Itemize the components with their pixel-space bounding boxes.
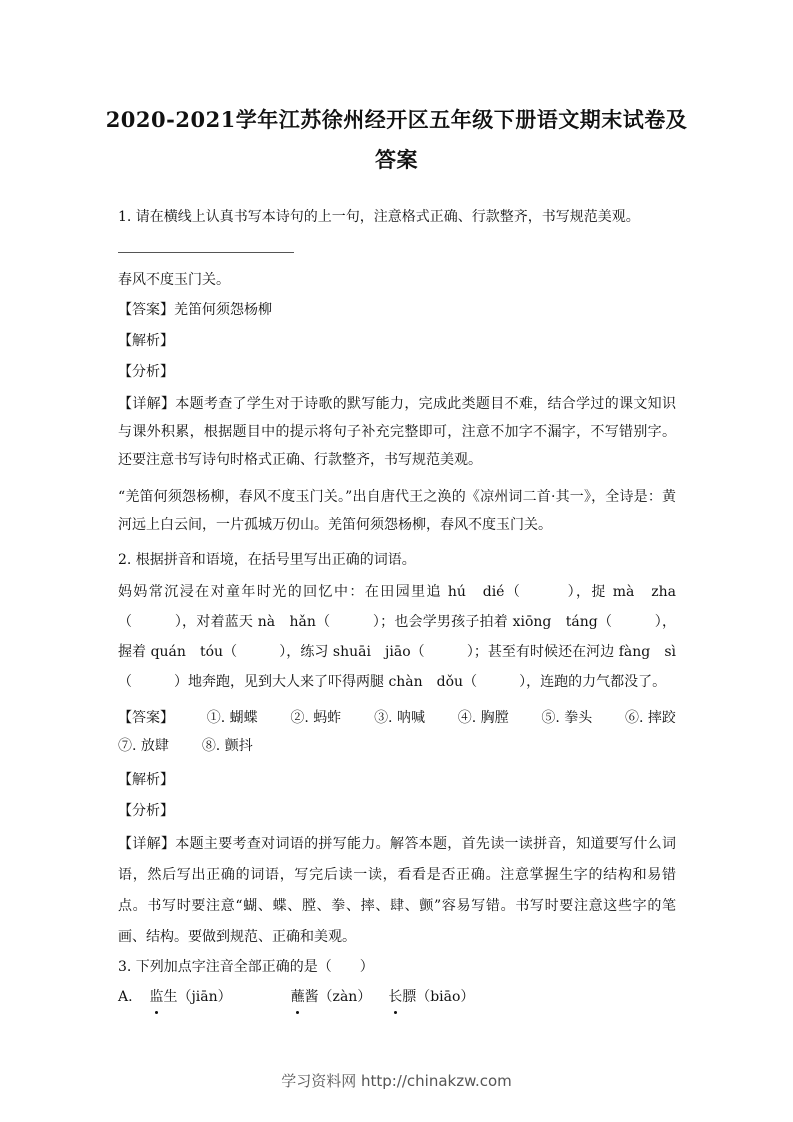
- answer-row-1: [118, 704, 676, 732]
- answer-blank-line: [118, 252, 294, 253]
- option-label: A.: [118, 989, 133, 1005]
- page-title: 2020-2021学年江苏徐州经开区五年级下册语文期末试卷及: [105, 107, 688, 132]
- footer-watermark: 学习资料网 http://chinakzw.com: [281, 1072, 512, 1090]
- question-1-analysis-heading: 【解析】: [118, 333, 174, 349]
- question-1-explanation: 【详解】本题考查了学生对于诗歌的默写能力，完成此类题目不难，结合学过的课文知识与课外积累，根据题目中的提示将句子补充完整即可，注意不加字不漏字，不写错别字。还要注意书写诗句时格式正确、行款整齐，书写规范美观。: [118, 396, 676, 468]
- question-1-review-heading: 【分析】: [118, 364, 174, 380]
- answer-row-2: [118, 732, 676, 760]
- answer-item: ③. 呐喊: [374, 710, 425, 726]
- question-2-analysis-heading: 【解析】: [118, 772, 174, 788]
- question-1-source-note: “羌笛何须怨杨柳，春风不度玉门关。”出自唐代王之涣的《凉州词二首·其一》，全诗是：黄河远上白云间，一片孤城万仞山。羌笛何须怨杨柳，春风不度玉门关。: [118, 489, 676, 533]
- dotted-char: 长: [388, 983, 402, 1011]
- answer-item: ①. 蝴蝶: [206, 710, 258, 726]
- question-2-prompt: 2. 根据拼音和语境，在括号里写出正确的词语。: [118, 552, 416, 568]
- option-text: 生（jiān）: [163, 989, 232, 1005]
- question-2-passage: 妈妈常沉浸在对童年时光的回忆中：在田园里追 hú dié（ ），捉 mà zha（ ），对着蓝天 nà hǎn（ ）；也会学男孩子拍着 xiōng táng（ ），握着 quán tóu（ ），练习 shuāi jiāo（ ）；甚至有时候还在河边 fàng sì（ ）地奔跑，见到大人来了吓得两腿 chàn dǒu（ ），连跑的力气都没了。: [118, 584, 676, 690]
- answer-item: ⑤. 拳头: [541, 710, 593, 726]
- question-1-prompt: 1. 请在横线上认真书写本诗句的上一句，注意格式正确、行款整齐，书写规范美观。: [118, 209, 640, 225]
- option-text: 膘（biāo）: [402, 989, 475, 1005]
- question-3-prompt: 3. 下列加点字注音全部正确的是（ ）: [118, 959, 374, 975]
- option-text: 酱（zàn）: [304, 989, 372, 1005]
- question-1-given-line: 春风不度玉门关。: [118, 272, 230, 288]
- answer-label: 【答案】: [118, 710, 174, 726]
- dotted-char: 蘸: [291, 983, 305, 1011]
- answer-item: ⑥. 摔跤: [625, 710, 676, 726]
- question-2-answer: [118, 704, 676, 760]
- answer-item: ④. 胸膛: [457, 710, 509, 726]
- dotted-char: 监: [149, 983, 163, 1011]
- question-1-answer: 【答案】羌笛何须怨杨柳: [118, 302, 272, 318]
- question-2-review-heading: 【分析】: [118, 803, 174, 819]
- question-3-option-a: [118, 983, 474, 1011]
- answer-item: ②. 蚂蚱: [290, 710, 342, 726]
- page-title-continued: 答案: [375, 147, 418, 172]
- answer-item: ⑦. 放肆: [118, 738, 169, 754]
- question-2-explanation: 【详解】本题主要考查对词语的拼写能力。解答本题，首先读一读拼音，知道要写什么词语，然后写出正确的词语，写完后读一读，看看是否正确。注意掌握生字的结构和易错点。书写时要注意“蝴、蝶、膛、拳、摔、肆、颤”容易写错。书写时要注意这些字的笔画、结构。要做到规范、正确和美观。: [118, 836, 676, 945]
- answer-item: ⑧. 颤抖: [201, 738, 253, 754]
